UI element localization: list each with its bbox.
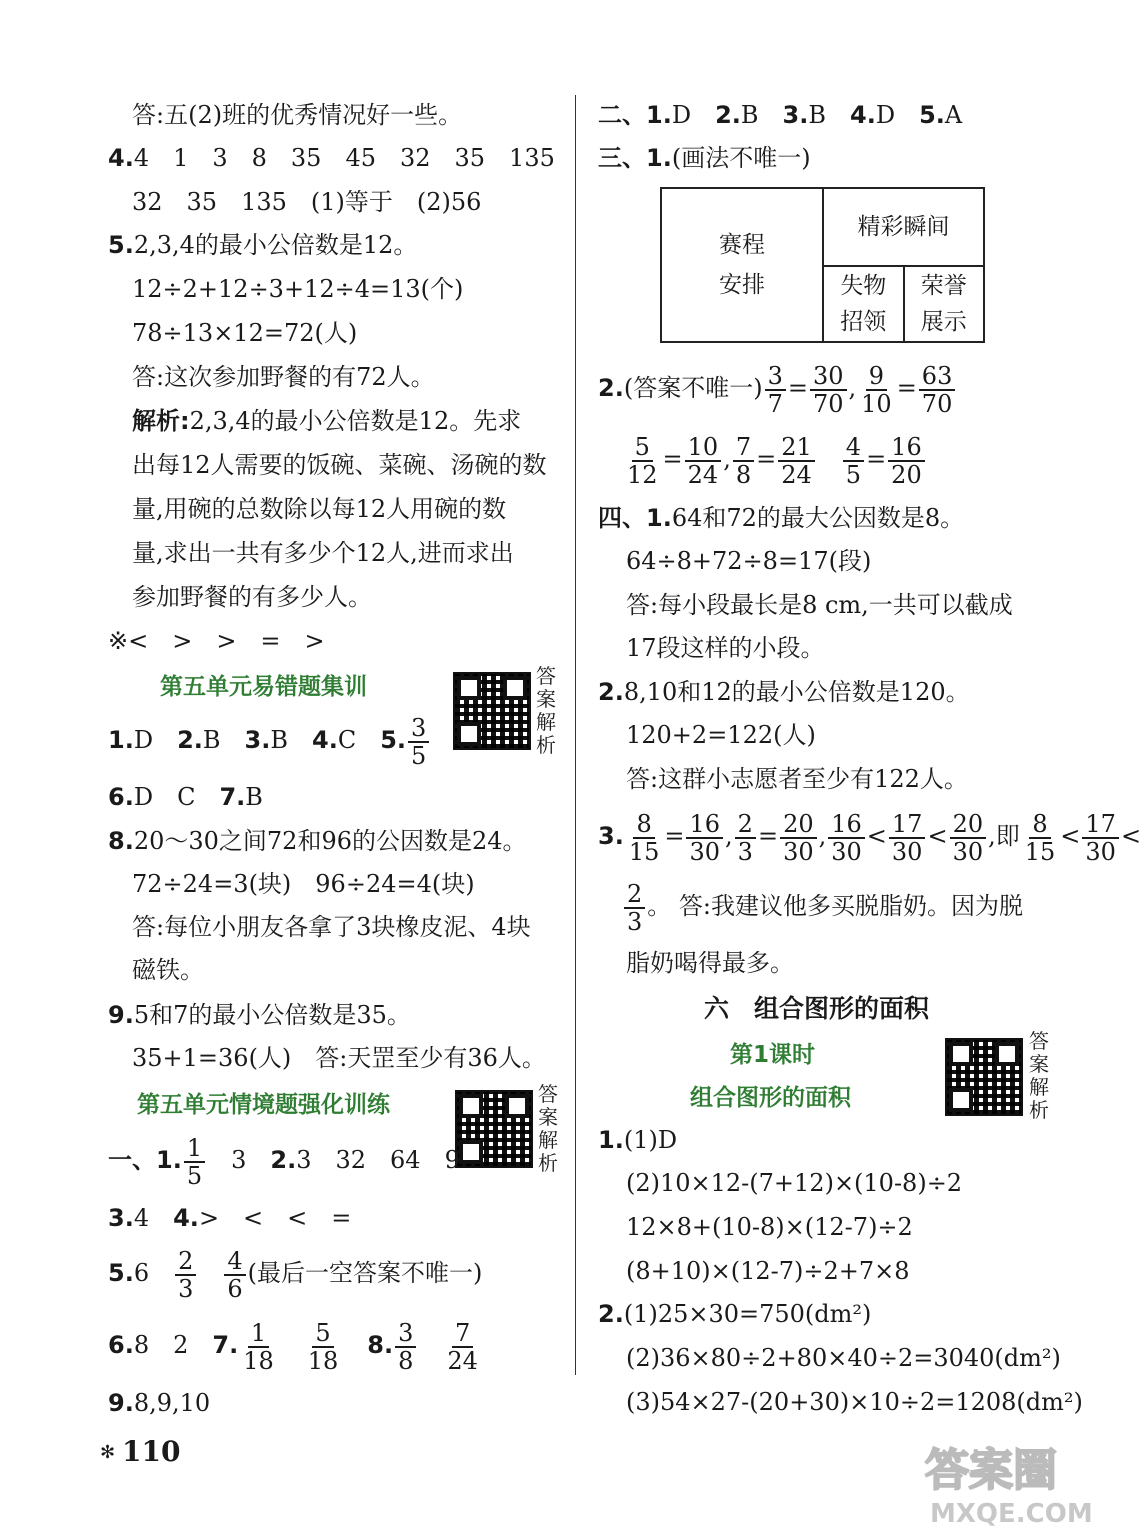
table-cell: 荣誉 展示 <box>904 266 985 342</box>
fraction: $\frac{1}{5}$ <box>184 1135 205 1189</box>
r-line2: 三、1.(画法不唯一) <box>598 144 811 172</box>
fraction: $\frac{17}{30}$ <box>1082 811 1119 865</box>
r-q5-line2: 120+2=122(人) <box>626 721 816 749</box>
answer-line: 答:五(2)班的优秀情况好一些。 <box>132 101 463 129</box>
fraction: $\frac{20}{30}$ <box>780 811 817 865</box>
symbol-line: ※< > > = > <box>108 627 325 655</box>
q5-line3: 78÷13×12=72(人) <box>132 319 358 347</box>
r-q5-line3: 答:这群小志愿者至少有122人。 <box>626 765 968 793</box>
section-title-errors: 第五单元易错题集训 <box>160 674 367 700</box>
watermark <box>920 1430 1093 1530</box>
table-cell: 精彩瞬间 <box>823 188 984 266</box>
r-c1-line3: 12×8+(10-8)×(12-7)÷2 <box>626 1213 913 1241</box>
s1-line2: 6.D C 7.B <box>108 783 263 811</box>
r-c1-line2: (2)10×12-(7+12)×(10-8)÷2 <box>626 1169 963 1197</box>
qr-label: 答 案 解 析 <box>538 1082 558 1175</box>
r-q4-line2: 64÷8+72÷8=17(段) <box>626 547 872 575</box>
analysis-line1: 解析:2,3,4的最小公倍数是12。先求 <box>132 407 522 435</box>
fraction: $\frac{2}{3}$ <box>624 881 645 935</box>
r-c2-line2: (2)36×80÷2+80×40÷2=3040(dm²) <box>626 1344 1061 1372</box>
s2-line1: 一、1. $\frac{1}{5}$ 3 2.3 32 64 9 <box>108 1133 460 1190</box>
fraction: $\frac{30}{70}$ <box>810 363 847 417</box>
r-c2-line1: 2.(1)25×30=750(dm²) <box>598 1300 872 1328</box>
r-line4: $\frac{5}{12}$ = $\frac{10}{24}$ , $\frac{7}{8}$ = $\frac{21}{24}$ $\frac{4}{5}$ = $\frac{16}{20}$ <box>622 431 927 488</box>
q4-line2: 32 35 135 (1)等于 (2)56 <box>132 188 482 216</box>
column-divider <box>575 95 576 1375</box>
fraction: $\frac{16}{30}$ <box>686 811 723 865</box>
qr-label: 答 案 解 析 <box>536 664 556 757</box>
fraction: $\frac{16}{30}$ <box>828 811 865 865</box>
fraction: $\frac{3}{5}$ <box>408 715 429 769</box>
svg-text:MXQE.COM: MXQE.COM <box>930 1499 1093 1529</box>
page-number: 110 <box>122 1435 181 1468</box>
qr-label: 答 案 解 析 <box>1029 1029 1049 1122</box>
fraction: $\frac{2}{3}$ <box>175 1248 196 1302</box>
s2-line3: 5.6 $\frac{2}{3}$ $\frac{4}{6}$ (最后一空答案不唯一) <box>108 1246 483 1303</box>
fraction: $\frac{10}{24}$ <box>685 434 722 488</box>
chapter-title: 六 组合图形的面积 <box>704 994 930 1023</box>
fraction: $\frac{1}{18}$ <box>243 1318 274 1375</box>
table-cell: 失物 招领 <box>823 266 904 342</box>
analysis-line2: 出每12人需要的饭碗、菜碗、汤碗的数 <box>132 451 547 479</box>
fraction: $\frac{7}{8}$ <box>733 434 754 488</box>
fraction: $\frac{8}{15}$ <box>1024 809 1056 866</box>
section-title-situations: 第五单元情境题强化训练 <box>137 1092 390 1118</box>
table-cell: 赛程 安排 <box>661 188 823 342</box>
s2-line2: 3.4 4.> < < = <box>108 1204 352 1232</box>
fraction: $\frac{4}{5}$ <box>843 434 864 488</box>
r-c1-line1: 1.(1)D <box>598 1126 678 1154</box>
q5-line2: 12÷2+12÷3+12÷4=13(个) <box>132 275 464 303</box>
s1-q8-line3: 答:每位小朋友各拿了3块橡皮泥、4块 <box>132 913 531 941</box>
s1-q8-line4: 磁铁。 <box>132 956 204 984</box>
analysis-line3: 量,用碗的总数除以每12人用碗的数 <box>132 495 507 523</box>
s1-q8-line1: 8.20～30之间72和96的公因数是24。 <box>108 827 527 855</box>
fraction: $\frac{21}{24}$ <box>778 434 815 488</box>
qr-code-icon[interactable] <box>453 672 531 750</box>
s1-q9-line2: 35+1=36(人) 答:天罡至少有36人。 <box>132 1044 546 1072</box>
qr-code-icon[interactable] <box>455 1090 533 1168</box>
fraction: $\frac{5}{12}$ <box>627 432 658 489</box>
r-q5-line1: 2.8,10和12的最小公倍数是120。 <box>598 678 970 706</box>
r-q6-line2: $\frac{2}{3}$ 。 答:我建议他多买脱脂奶。因为脱 <box>622 878 1023 935</box>
s1-q9-line1: 9.5和7的最小公倍数是35。 <box>108 1001 411 1029</box>
analysis-line5: 参加野餐的有多少人。 <box>132 583 372 611</box>
r-q6-line3: 脂奶喝得最多。 <box>626 949 794 977</box>
r-line1: 二、1.D 2.B 3.B 4.D 5.A <box>598 101 963 129</box>
fraction: $\frac{63}{70}$ <box>919 363 956 417</box>
analysis-line4: 量,求出一共有多少个12人,进而求出 <box>132 539 514 567</box>
schedule-table <box>660 187 985 343</box>
fraction: $\frac{7}{24}$ <box>447 1318 478 1375</box>
star-icon: ✻ <box>100 1442 116 1463</box>
fraction: $\frac{20}{30}$ <box>950 811 987 865</box>
svg-text:答案圈: 答案圈 <box>925 1445 1057 1496</box>
r-line3: 2.(答案不唯一) $\frac{3}{7}$ = $\frac{30}{70}$ , $\frac{9}{10}$ = $\frac{63}{70}$ <box>598 360 957 417</box>
fraction: $\frac{4}{6}$ <box>224 1248 245 1302</box>
fraction: $\frac{3}{8}$ <box>395 1320 416 1374</box>
r-c2-line3: (3)54×27-(20+30)×10÷2=1208(dm²) <box>626 1388 1083 1416</box>
s2-line4: 6.8 2 7. $\frac{1}{18}$ $\frac{5}{18}$ 8. $\frac{3}{8}$ $\frac{7}{24}$ <box>108 1317 483 1374</box>
r-q4-line1: 四、1.64和72的最大公因数是8。 <box>598 504 965 532</box>
qr-code-icon[interactable] <box>945 1038 1023 1116</box>
r-q4-line4: 17段这样的小段。 <box>626 634 825 662</box>
watermark-logo-icon <box>920 1430 1093 1530</box>
r-q4-line3: 答:每小段最长是8 cm,一共可以截成 <box>626 591 1013 619</box>
s1-line1: 1.D 2.B 3.B 4.C 5. $\frac{3}{5}$ <box>108 712 431 769</box>
fraction: $\frac{5}{18}$ <box>307 1318 339 1375</box>
s2-line5: 9.8,9,10 <box>108 1389 211 1417</box>
lesson-title: 第1课时 <box>730 1042 816 1068</box>
r-c1-line4: (8+10)×(12-7)÷2+7×8 <box>626 1257 910 1285</box>
fraction: $\frac{16}{20}$ <box>888 434 925 488</box>
lesson-subtitle: 组合图形的面积 <box>690 1085 851 1111</box>
fraction: $\frac{8}{15}$ <box>628 809 660 866</box>
fraction: $\frac{17}{30}$ <box>889 811 926 865</box>
r-q6-line1: 3. $\frac{8}{15}$ = $\frac{16}{30}$ , $\frac{2}{3}$ = $\frac{20}{30}$ , $\frac{16}{30}$ < $\frac{17}{30}$ < $\frac{20}{30}$ ,即 $\frac{8}{15}$ < $\frac{17}{30}$ < <box>598 809 1141 866</box>
fraction: $\frac{2}{3}$ <box>735 811 756 865</box>
fraction: $\frac{3}{7}$ <box>765 363 786 417</box>
fraction: $\frac{9}{10}$ <box>861 361 892 418</box>
s1-q8-line2: 72÷24=3(块) 96÷24=4(块) <box>132 870 475 898</box>
q5-line4: 答:这次参加野餐的有72人。 <box>132 363 435 391</box>
q4-line1: 4.4 1 3 8 35 45 32 35 135 <box>108 144 555 172</box>
q5-line1: 5.2,3,4的最小公倍数是12。 <box>108 231 418 259</box>
